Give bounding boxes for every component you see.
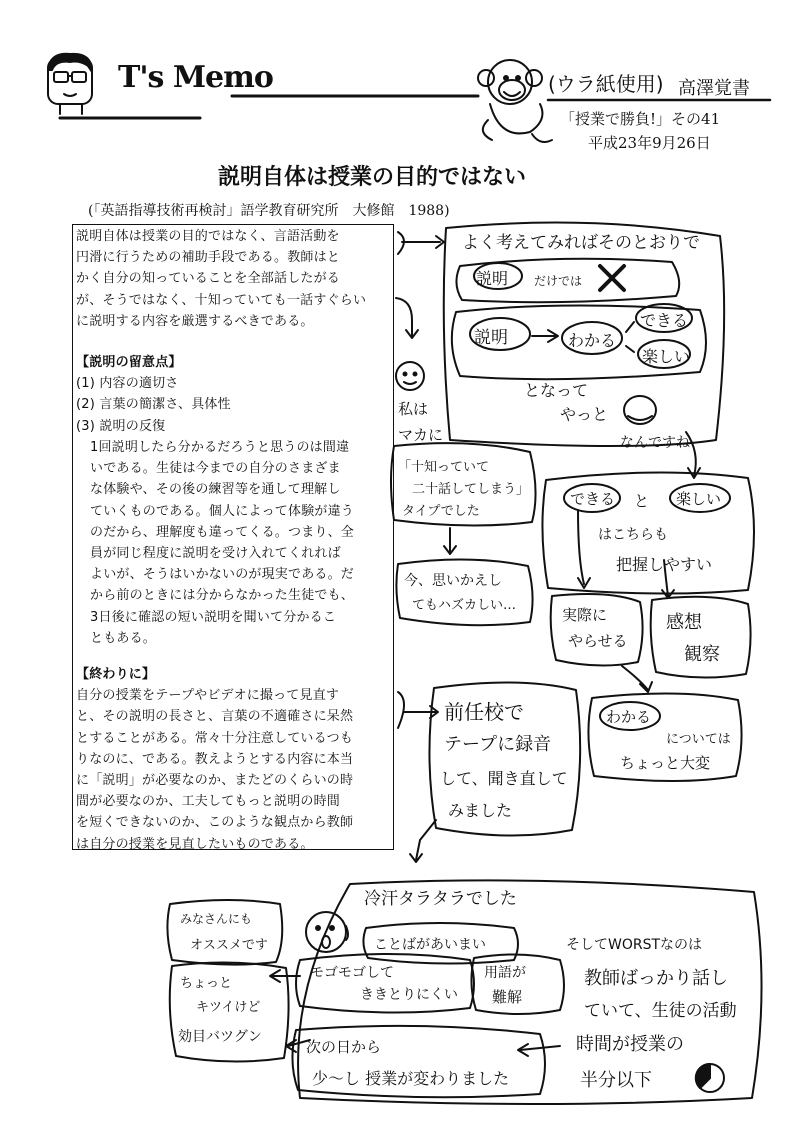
note-zennin-2: テープに録音	[444, 734, 552, 755]
note-osusume-2: オススメです	[190, 938, 268, 953]
note-zennin-4: みました	[448, 801, 513, 820]
text-line: 自分の授業をテープやビデオに撮って見直す	[76, 688, 340, 704]
note-zennin-1: 前任校で	[444, 700, 524, 724]
note-think: よく考えてみればそのとおりで	[462, 233, 700, 253]
note-kanso-2: 観察	[684, 644, 720, 665]
note-kitsui-3: 効目バツグン	[178, 1029, 262, 1045]
note-tsugi-1: 次の日から	[306, 1038, 382, 1056]
text-line: に説明する内容を厳選するべきである。	[76, 313, 314, 329]
text-line: りなのに、である。教えようとする内容に本当	[76, 751, 354, 767]
text-line: に「説明」が必要なのか、またどのくらいの時	[76, 773, 354, 789]
note-setsumei-2: 説明	[474, 328, 508, 348]
note-yougo-2: 難解	[492, 988, 523, 1006]
note-mogo-1: モゴモゴして	[310, 965, 394, 981]
text-line: かく自分の知っていることを全部話したがる	[76, 271, 341, 287]
note-taipu: タイプでした	[402, 504, 480, 519]
note-jissai-1: 実際に	[562, 606, 608, 624]
note-kyoshi-4: 半分以下	[580, 1070, 652, 1091]
author: 高澤覚書	[678, 78, 750, 99]
text-line: 説明自体は授業の目的ではなく、言語活動を	[76, 229, 340, 244]
source-citation: (「英語指導技術再検討」語学教育研究所 大修館 1988)	[88, 203, 450, 219]
note-kotoba: ことばがあいまい	[374, 937, 486, 953]
note-jissai-2: やらせる	[568, 632, 628, 650]
note-wakaru-2: わかる	[606, 708, 652, 726]
note-yatto: やっと	[560, 405, 609, 424]
note-wakaru: わかる	[568, 331, 617, 350]
text-line: よいが、そうはいかないのが現実である。だ	[90, 567, 355, 583]
text-line: が、そうではなく、十知っていても一話すぐらい	[76, 292, 367, 308]
note-kitsui-1: ちょっと	[180, 976, 233, 991]
note-kyoshi-2: ていて、生徒の活動	[584, 1001, 737, 1021]
note-tonatte: となって	[524, 381, 589, 400]
note-kitsui-2: キツイけど	[196, 1000, 261, 1015]
text-line: 円滑に行うための補助手段である。教師はと	[76, 250, 341, 266]
note-omoi-2: てもハズカしい…	[412, 598, 517, 613]
note-tokyo-1: 「十知っていて	[398, 460, 490, 475]
tagline: (ウラ紙使用)	[548, 72, 664, 96]
note-omoi-1: 今、思いかえし	[404, 573, 502, 589]
point-item: (3) 説明の反復	[76, 418, 166, 434]
note-nandesune: なんですね	[620, 435, 690, 451]
text-line: 員が同じ程度に説明を受け入れてくれれば	[90, 546, 341, 562]
note-nitsuite: については	[666, 732, 731, 747]
note-tanoshii: 楽しい	[642, 347, 691, 366]
note-kyoshi-3: 時間が授業の	[576, 1034, 684, 1055]
text-line: を短くできないのか、このような観点から教師	[76, 815, 354, 831]
note-yougo-1: 用語が	[484, 965, 526, 981]
text-line: 1回説明したら分かるだろうと思うのは間違	[90, 440, 350, 455]
note-reikan: 冷汗タラタラでした	[364, 889, 517, 909]
text-line: のだから、理解度も違ってくる。つまり、全	[90, 524, 355, 540]
repeat-paragraph	[90, 437, 392, 649]
points-section	[76, 352, 392, 437]
note-worst: そしてWORSTなのは	[566, 937, 703, 953]
text-line: から前のときには分からなかった生徒でも、	[90, 588, 355, 604]
teacher-face-icon	[48, 54, 92, 114]
note-dekiru: できる	[640, 311, 689, 330]
logo-text: T's Memo	[118, 60, 273, 95]
intro-paragraph	[76, 226, 392, 332]
note-osusume-1: みなさんにも	[180, 912, 253, 926]
section-heading: 【説明の留意点】	[76, 355, 182, 370]
note-makani: マカに	[398, 426, 444, 444]
note-setsumei: 説明	[476, 269, 509, 288]
end-section	[76, 664, 392, 855]
note-tanoshii-2: 楽しい	[676, 490, 722, 508]
note-watashi: 私は	[398, 400, 429, 418]
note-mogo-2: ききとりにくい	[360, 987, 458, 1003]
note-dakedewa: だけでは	[534, 274, 583, 288]
note-zennin-3: して、聞き直して	[440, 769, 568, 788]
note-hakochira: はこちらも	[598, 527, 668, 543]
note-tsugi-2: 少～し 授業が変わりました	[312, 1069, 510, 1088]
text-line: と、その説明の長さと、言葉の不適確さに呆然	[76, 709, 354, 725]
date-label: 平成23年9月26日	[588, 134, 711, 152]
note-kanso-1: 感想	[666, 612, 702, 633]
text-line: な体験や、その後の練習等を通して理解し	[90, 482, 341, 498]
text-line: は自分の授業を見直したいものである。	[76, 836, 314, 852]
note-tokyo-2: 二十話してしまう」	[412, 482, 530, 497]
text-line: 3日後に確認の短い説明を聞いて分かるこ	[90, 609, 337, 625]
note-to: と	[634, 492, 650, 510]
note-kyoshi-1: 教師ばっかり話し	[584, 968, 728, 989]
note-haaku: 把握しやすい	[616, 555, 713, 574]
text-line: とすることがある。常々十分注意しているつも	[76, 730, 354, 746]
point-item: (2) 言葉の簡潔さ、具体性	[76, 397, 231, 413]
text-line: 間が必要なのか、工夫してもっと説明の時間	[76, 794, 341, 810]
note-taihen: ちょっと大変	[620, 754, 711, 772]
section-heading: 【終わりに】	[76, 667, 156, 682]
note-dekiru-2: できる	[570, 490, 616, 508]
point-item: (1) 内容の適切さ	[76, 376, 179, 392]
monkey-icon	[478, 60, 552, 142]
series-label: 「授業で勝負!」その41	[560, 110, 721, 128]
text-line: ともある。	[90, 630, 157, 646]
text-line: ていくものである。個人によって体験が違う	[90, 503, 355, 519]
page-title: 説明自体は授業の目的ではない	[218, 165, 527, 190]
text-line: いである。生徒は今までの自分のさまざま	[90, 461, 341, 477]
